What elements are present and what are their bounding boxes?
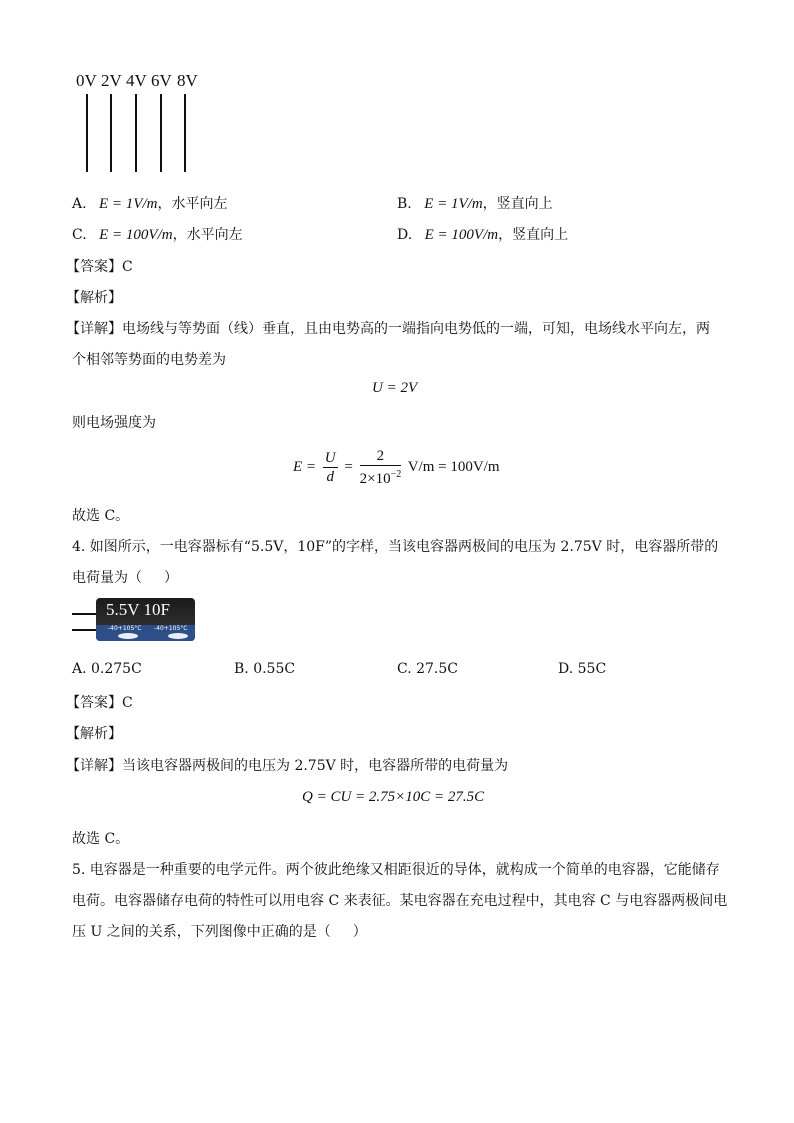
option-a: A. 0.275C bbox=[72, 661, 142, 677]
detail-tag: 【详解】 bbox=[66, 758, 122, 774]
fraction-denominator: d bbox=[326, 469, 334, 485]
question-text: 电荷量为（ bbox=[72, 570, 142, 586]
capacitor-marking bbox=[168, 633, 188, 639]
option-expression: E = 1V/m bbox=[424, 196, 483, 212]
capacitor-rating-right: -40+105°C bbox=[154, 625, 188, 632]
question-5-line-2: 电荷。电容器储存电荷的特性可以用电容 C 来表征。某电容器在充电过程中，其电容 C 与电容器两极间电 bbox=[72, 893, 728, 909]
option-c bbox=[72, 224, 243, 244]
question-bracket-close: ） bbox=[352, 924, 367, 940]
option-direction: ，竖直向上 bbox=[482, 196, 553, 212]
denominator-base: 2×10 bbox=[359, 471, 391, 487]
equation-potential-difference: U = 2V bbox=[372, 380, 418, 396]
potential-label-2: 4V bbox=[126, 71, 147, 90]
equipotential-line bbox=[135, 94, 137, 172]
answer-tag: 【答案】 bbox=[66, 695, 122, 711]
option-expression: E = 1V/m bbox=[99, 196, 158, 212]
capacitor-rating-left: -40+105°C bbox=[108, 625, 142, 632]
potential-label-4: 8V bbox=[177, 71, 198, 90]
equipotential-line bbox=[160, 94, 162, 172]
answer-tag: 【答案】 bbox=[66, 259, 122, 275]
fraction-u-over-d bbox=[323, 449, 338, 486]
equipotential-line bbox=[184, 94, 186, 172]
option-letter: C. bbox=[72, 227, 87, 243]
option-b: B. 0.55C bbox=[234, 661, 296, 677]
detail-line bbox=[66, 755, 508, 775]
capacitor-label: 5.5V 10F bbox=[106, 600, 170, 619]
option-letter: D. bbox=[397, 227, 413, 243]
capacitor-lead bbox=[72, 629, 98, 631]
equation-field-strength bbox=[293, 447, 500, 488]
potential-label-0: 0V bbox=[76, 71, 97, 90]
answer-line bbox=[66, 256, 133, 276]
question-text: 压 U 之间的关系，下列图像中正确的是（ bbox=[72, 924, 331, 940]
detail-text: 当该电容器两极间的电压为 2.75V 时，电容器所带的电荷量为 bbox=[122, 758, 509, 774]
detail-text: 则电场强度为 bbox=[72, 415, 156, 431]
analysis-tag: 【解析】 bbox=[66, 290, 122, 306]
option-direction: ，水平向左 bbox=[157, 196, 228, 212]
question-4-line-1: 4. 如图所示，一电容器标有“5.5V，10F”的字样，当该电容器两极间的电压为 2.75V 时，电容器所带的 bbox=[72, 539, 719, 555]
option-direction: ，水平向左 bbox=[172, 227, 243, 243]
answer-line bbox=[66, 692, 133, 712]
question-bracket-close: ） bbox=[164, 570, 178, 586]
option-a bbox=[72, 193, 227, 213]
option-expression: E = 100V/m bbox=[99, 227, 173, 243]
question-5-line-1: 5. 电容器是一种重要的电学元件。两个彼此绝缘又相距很近的导体，就构成一个简单的电容器，它能储存 bbox=[72, 862, 720, 878]
capacitor-lead bbox=[72, 613, 98, 615]
equation-charge: Q = CU = 2.75×10C = 27.5C bbox=[302, 789, 485, 805]
potential-label-1: 2V bbox=[101, 71, 122, 90]
question-4-line-2 bbox=[72, 567, 178, 587]
option-d: D. 55C bbox=[558, 661, 607, 677]
question-5-line-3 bbox=[72, 921, 367, 941]
option-letter: A. bbox=[72, 196, 87, 212]
option-direction: ，竖直向上 bbox=[498, 227, 569, 243]
detail-text: 电场线与等势面（线）垂直，且由电势高的一端指向电势低的一端，可知，电场线水平向左，两 bbox=[122, 321, 710, 337]
eq-sign: = bbox=[344, 458, 353, 475]
capacitor-marking bbox=[118, 633, 138, 639]
detail-tag: 【详解】 bbox=[66, 321, 122, 337]
equipotential-line bbox=[86, 94, 88, 172]
denominator-exponent: −2 bbox=[390, 469, 402, 480]
fraction-numerator: 2 bbox=[360, 447, 402, 466]
option-expression: E = 100V/m bbox=[424, 227, 499, 243]
answer-value: C bbox=[122, 259, 133, 275]
choose-line: 故选 C。 bbox=[72, 831, 130, 847]
option-b bbox=[397, 193, 553, 213]
detail-text: 个相邻等势面的电势差为 bbox=[72, 352, 226, 368]
answer-value: C bbox=[122, 695, 133, 711]
eq-lhs: E = bbox=[293, 458, 317, 475]
option-d bbox=[397, 224, 568, 244]
fraction-numerator: U bbox=[324, 450, 336, 466]
fraction-values bbox=[360, 447, 402, 488]
equipotential-line bbox=[110, 94, 112, 172]
capacitor-body bbox=[96, 598, 195, 641]
option-letter: B. bbox=[397, 196, 412, 212]
detail-line bbox=[66, 318, 710, 338]
analysis-tag: 【解析】 bbox=[66, 726, 122, 742]
option-c: C. 27.5C bbox=[397, 661, 458, 677]
potential-label-3: 6V bbox=[151, 71, 172, 90]
choose-line: 故选 C。 bbox=[72, 508, 130, 524]
fraction-denominator bbox=[360, 466, 402, 488]
eq-rhs: V/m = 100V/m bbox=[407, 458, 500, 475]
